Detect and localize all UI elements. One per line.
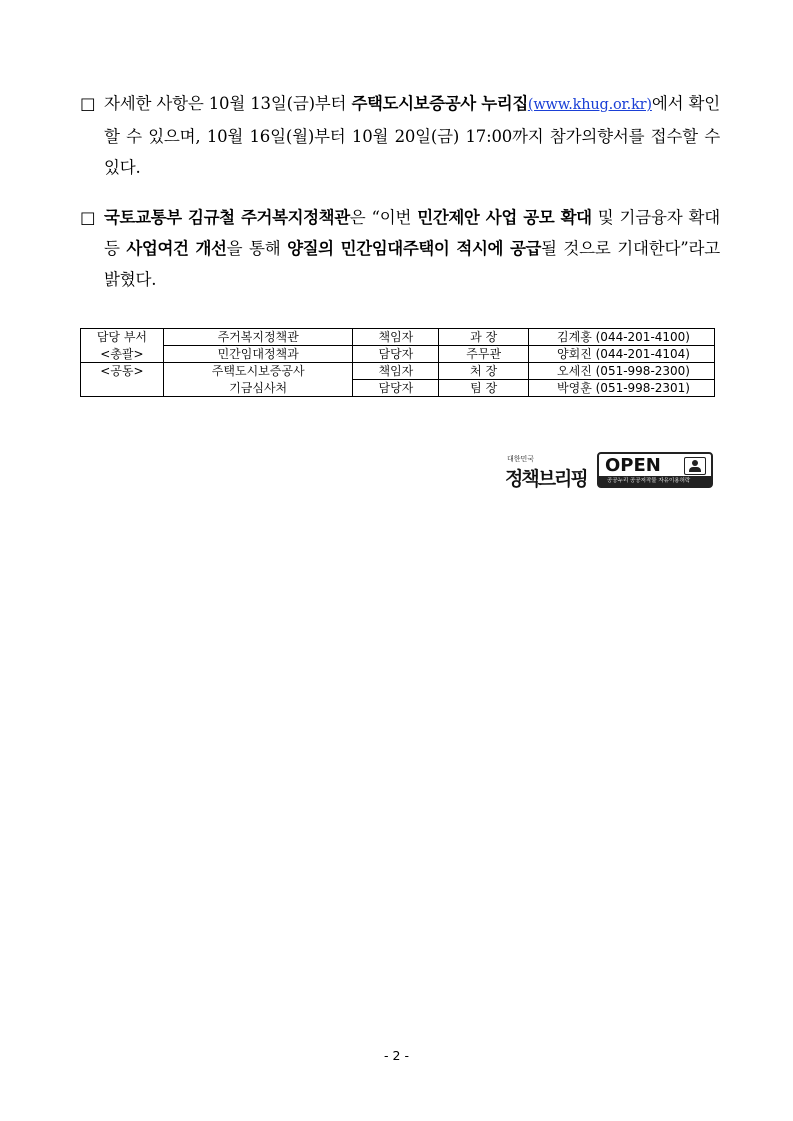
role-cell: 담당자 — [353, 346, 439, 363]
office-cell: 주거복지정책관 — [163, 329, 353, 346]
dept-cell: <총괄> — [81, 346, 164, 363]
title-cell: 처 장 — [439, 363, 529, 380]
person-cell: 박영훈 (051-998-2301) — [529, 380, 715, 397]
dept-cell: 담당 부서 — [81, 329, 164, 346]
footer-logos — [505, 452, 715, 492]
role-cell: 담당자 — [353, 380, 439, 397]
khug-homepage-label: 주택도시보증공사 누리집 — [351, 94, 528, 113]
table-row — [81, 380, 715, 397]
person-cell: 양회진 (044-201-4104) — [529, 346, 715, 363]
office-cell: 주택도시보증공사 — [163, 363, 353, 380]
office-cell: 기금심사처 — [163, 380, 353, 397]
table-row — [81, 346, 715, 363]
contact-table — [80, 328, 715, 397]
table-row — [81, 363, 715, 380]
khug-website-link[interactable]: (www.khug.or.kr) — [527, 97, 652, 113]
page-number: - 2 - — [384, 1048, 409, 1063]
table-row — [81, 329, 715, 346]
office-cell: 민간임대정책과 — [163, 346, 353, 363]
title-cell: 과 장 — [439, 329, 529, 346]
title-cell: 팀 장 — [439, 380, 529, 397]
role-cell: 책임자 — [353, 363, 439, 380]
role-cell: 책임자 — [353, 329, 439, 346]
dept-cell: <공동> — [81, 363, 164, 380]
korea-policy-briefing-logo: 대한민국 정책브리핑 — [505, 455, 587, 490]
paragraph-website-info: □ 자세한 사항은 10월 13일(금)부터 주택도시보증공사 누리집(www.khug.or.kr)에서 확인할 수 있으며, 10월 16일(월)부터 10월 20일(금) 17:00까지 참가의향서를 접수할 수 있다. — [80, 88, 720, 183]
dept-cell — [81, 380, 164, 397]
paragraph-official-quote: □ 국토교통부 김규철 주거복지정책관은 “이번 민간제안 사업 공모 확대 및 기금융자 확대 등 사업여건 개선을 통해 양질의 민간임대주택이 적시에 공급될 것으로 기대한다”라고 밝혔다. — [80, 202, 720, 295]
attribution-person-icon — [684, 457, 706, 475]
square-bullet-icon: □ — [80, 94, 96, 113]
kogl-open-license-logo: OPEN 공공누리 공공저작물 자유이용허락 — [597, 452, 713, 488]
person-cell: 김계홍 (044-201-4100) — [529, 329, 715, 346]
title-cell: 주무관 — [439, 346, 529, 363]
person-cell: 오세진 (051-998-2300) — [529, 363, 715, 380]
square-bullet-icon: □ — [80, 208, 96, 227]
